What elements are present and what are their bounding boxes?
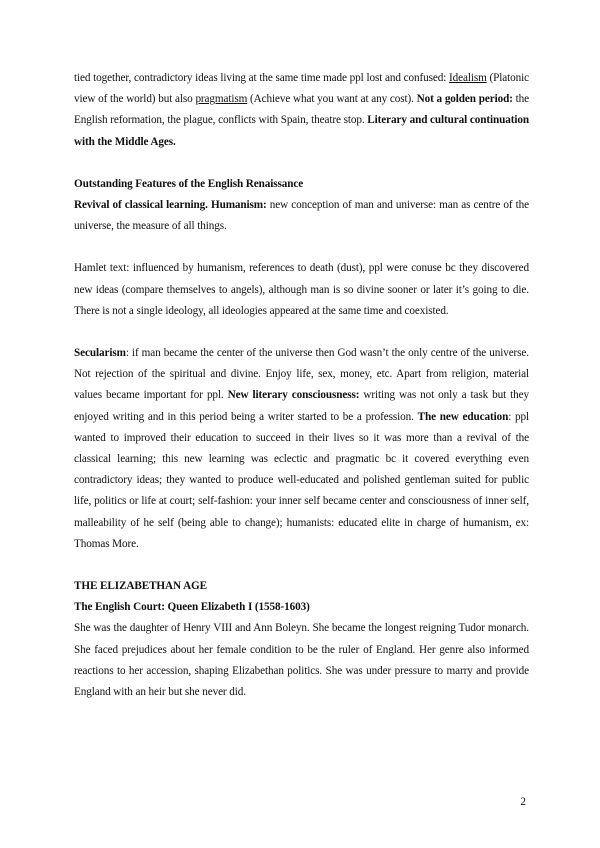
- secularism-paragraph: [74, 343, 529, 555]
- hamlet-paragraph: Hamlet text: influenced by humanism, references to death (dust), ppl were conuse bc they discovered new ideas (compare themselves to angels), although man is so divine sooner or later it’s going to die. There is not a single ideology, all ideologies appeared at the same time and coexisted.: [74, 262, 529, 317]
- revival-text: new conception of man and universe: man as centre of the universe, the measure of all things.: [74, 199, 529, 233]
- new-education-label: The new education: [417, 410, 509, 423]
- revival-label: Revival of classical learning. Humanism:: [74, 199, 267, 212]
- elizabeth-paragraph: She was the daughter of Henry VIII and Ann Boleyn. She became the longest reigning Tudor monarch. She faced prejudices about her female condition to be the ruler of England. Her genre also informed reactions to her accession, shaping Elizabethan politics. She was under pressure to marry and provide England with an heir but she never did.: [74, 622, 529, 699]
- golden-period-label: Not a golden period:: [416, 93, 513, 106]
- features-heading: Outstanding Features of the English Renaissance: [74, 177, 304, 190]
- court-subheading: The English Court: Queen Elizabeth I (1558-1603): [74, 601, 310, 614]
- page-number: 2: [520, 796, 526, 808]
- continuation-statement: Literary and cultural continuation with the Middle Ages.: [74, 114, 530, 148]
- secularism-text: : ppl wanted to improved their education to succeed in their lives so it was more than a revival of the classical learning; this new learning was eclectic and pragmatic bc it covered everything even contradictory ideas; they wanted to produce well-educated and polished gentleman suited for public life, politics or life at court; self-fashion: your inner self became center and consciousness of inner self, malleability of he self (being able to change); humanists: educated elite in charge of humanism, ex: Thomas More.: [74, 410, 529, 550]
- idealism-term: Idealism: [448, 72, 487, 84]
- secularism-label: Secularism: [74, 347, 126, 360]
- literary-consciousness-label: New literary consciousness:: [227, 389, 360, 402]
- intro-text: tied together, contradictory ideas living at the same time made ppl lost and confused:: [74, 72, 449, 84]
- secularism-text: : if man became the center of the universe then God wasn’t the only centre of the universe. Not rejection of the spiritual and divine. Enjoy life, sex, money, etc. Apart from religion, material values became important for ppl.: [74, 347, 529, 402]
- intro-paragraph: [74, 68, 529, 153]
- revival-paragraph: [74, 195, 529, 237]
- secularism-text: writing was not only a task but they enjoyed writing and in this period being a writer started to be a profession.: [74, 389, 530, 423]
- pragmatism-term: pragmatism: [195, 93, 248, 106]
- elizabethan-heading: THE ELIZABETHAN AGE: [74, 580, 208, 593]
- page-body: [74, 68, 529, 703]
- intro-text: the English reformation, the plague, conflicts with Spain, theatre stop.: [74, 93, 529, 127]
- intro-text: (Platonic view of the world) but also: [74, 72, 529, 106]
- intro-text: (Achieve what you want at any cost).: [247, 93, 417, 106]
